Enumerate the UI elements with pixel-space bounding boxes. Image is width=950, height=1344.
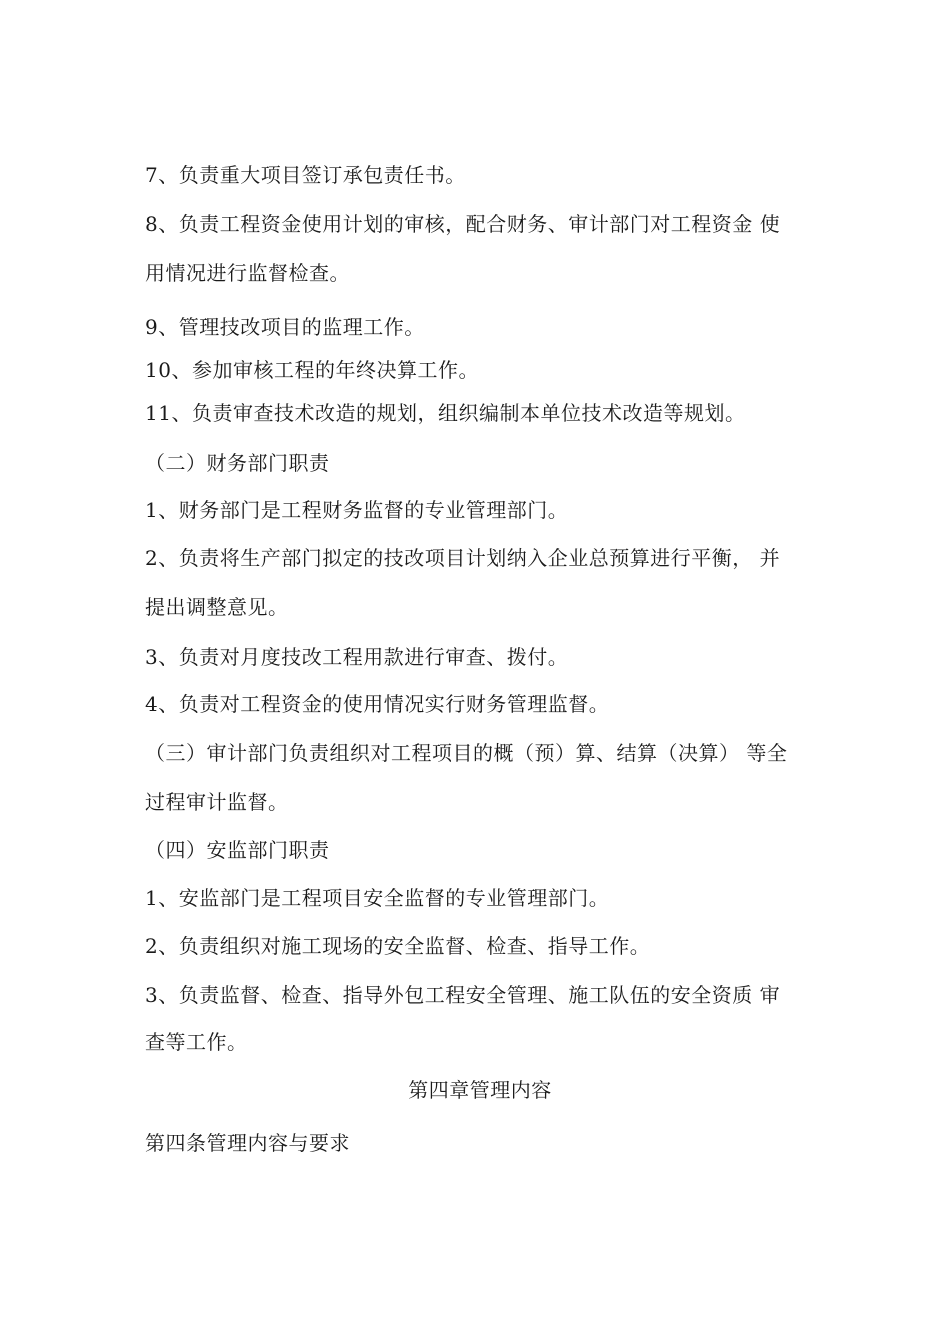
text-line: 10、参加审核工程的年终决算工作。 bbox=[145, 358, 479, 382]
text-line: 查等工作。 bbox=[145, 1030, 248, 1054]
text-line: 4、负责对工程资金的使用情况实行财务管理监督。 bbox=[145, 692, 610, 716]
text-line: （三）审计部门负责组织对工程项目的概（预）算、结算（决算） 等全 bbox=[145, 741, 788, 765]
text-line: 用情况进行监督检查。 bbox=[145, 261, 350, 285]
text-line: 1、安监部门是工程项目安全监督的专业管理部门。 bbox=[145, 886, 610, 910]
text-line: 2、负责将生产部门拟定的技改项目计划纳入企业总预算进行平衡， 并 bbox=[145, 546, 781, 570]
section-heading: （四）安监部门职责 bbox=[145, 838, 330, 862]
text-line: 过程审计监督。 bbox=[145, 790, 289, 814]
text-line: 3、负责对月度技改工程用款进行审查、拨付。 bbox=[145, 645, 569, 669]
text-line: 11、负责审查技术改造的规划，组织编制本单位技术改造等规划。 bbox=[145, 401, 746, 425]
text-line: 7、负责重大项目签订承包责任书。 bbox=[145, 163, 466, 187]
chapter-title: 第四章管理内容 bbox=[408, 1078, 552, 1102]
section-heading: （二）财务部门职责 bbox=[145, 451, 330, 475]
text-line: 3、负责监督、检查、指导外包工程安全管理、施工队伍的安全资质 审 bbox=[145, 983, 781, 1007]
text-line: 提出调整意见。 bbox=[145, 595, 289, 619]
text-line: 8、负责工程资金使用计划的审核，配合财务、审计部门对工程资金 使 bbox=[145, 212, 781, 236]
article-title: 第四条管理内容与要求 bbox=[145, 1131, 350, 1155]
text-line: 9、管理技改项目的监理工作。 bbox=[145, 315, 425, 339]
text-line: 1、财务部门是工程财务监督的专业管理部门。 bbox=[145, 498, 569, 522]
text-line: 2、负责组织对施工现场的安全监督、检查、指导工作。 bbox=[145, 934, 651, 958]
